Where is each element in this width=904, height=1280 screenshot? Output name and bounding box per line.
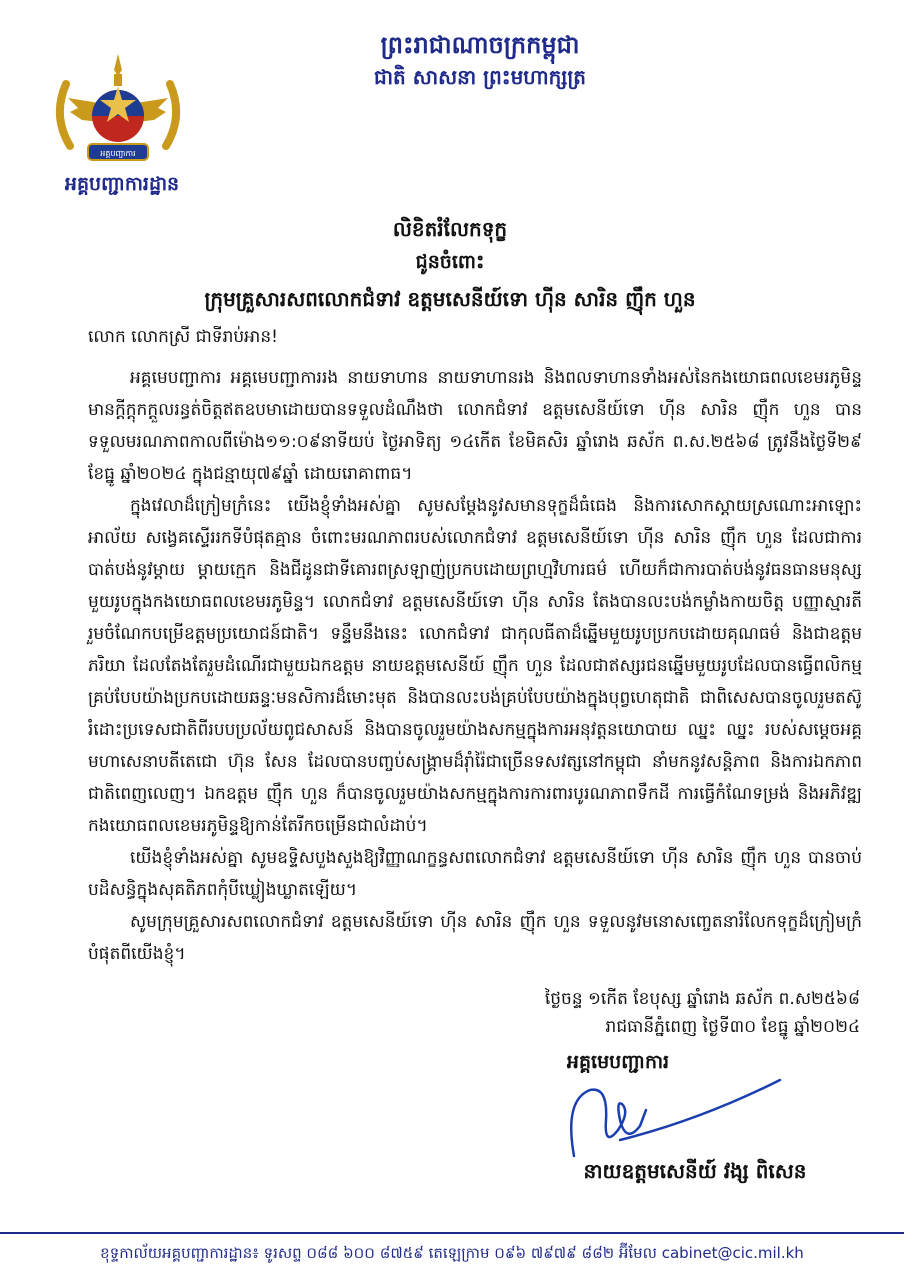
addressed-to-label: ជូនចំពោះ bbox=[415, 251, 485, 273]
letter-body bbox=[88, 362, 862, 970]
place-and-date: រាជធានីភ្នំពេញ ថ្ងៃទី៣០ ខែធ្នូ ឆ្នាំ២០២៤ bbox=[605, 1017, 860, 1037]
recipient-line: ក្រុមគ្រួសារសពលោកជំទាវ ឧត្តមសេនីយ៍ទោ ហ៊ីន សារិន ញ៉ឹក ហួន bbox=[204, 287, 696, 311]
national-motto: ជាតិ សាសនា ព្រះមហាក្សត្រ bbox=[374, 65, 586, 89]
body-paragraph: យើងខ្ញុំទាំងអស់គ្នា សូមឧទ្ទិសបួងសួងឱ្យវិញ្ញាណក្ខន្ធសពលោកជំទាវ ឧត្តមសេនីយ៍ទោ ហ៊ីន សារិន ញ៉ឹក ហួន បានចាប់បដិសន្ធិក្នុងសុគតិភពកុំបីឃ្លៀងឃ្លាតឡើយ។ bbox=[88, 848, 862, 900]
body-paragraph: សូមក្រុមគ្រួសារសពលោកជំទាវ ឧត្តមសេនីយ៍ទោ ហ៊ីន សារិន ញ៉ឹក ហួន ទទួលនូវមនោសញ្ចេតនារំលែកទុក្ខដ៏ក្រៀមក្រំបំផុតពីយើងខ្ញុំ។ bbox=[88, 912, 862, 964]
lunar-date: ថ្ងៃចន្ទ ១កើត ខែបុស្ស ឆ្នាំរោង ឆស័ក ព.ស២៥៦៨ bbox=[544, 989, 860, 1009]
body-paragraph: ក្នុងវេលាដ៏ក្រៀមក្រំនេះ យើងខ្ញុំទាំងអស់គ្នា សូមសម្តែងនូវសមានទុក្ខដ៏ធំធេង និងការសោកស្តាយស្រណោះអាឡោះអាល័យ សង្វេគស្ទើររកទីបំផុតគ្មាន ចំពោះមរណភាពរបស់លោកជំទាវ ឧត្តមសេនីយ៍ទោ ហ៊ីន សារិន ញ៉ឹក ហួន ដែលជាការបាត់បង់នូវម្តាយ ម្តាយក្មេក និងជីដូនជាទីគោរពស្រឡាញ់ប្រកបដោយព្រហ្មវិហារធម៌ ហើយក៏ជាការបាត់បង់នូវធនធានមនុស្សមួយរូបក្នុងកងយោធពលខេមរភូមិន្ទ។ លោកជំទាវ ឧត្តមសេនីយ៍ទោ ហ៊ីន សារិន តែងបានលះបង់កម្លាំងកាយចិត្ត បញ្ញាស្មារតី រួមចំណែកបម្រើឧត្តមប្រយោជន៍ជាតិ។ ទន្ទឹមនឹងនេះ លោកជំទាវ ជាកុលធីតាដ៏ឆ្នើមមួយរូបប្រកបដោយគុណធម៌ និងជាឧត្តមភរិយា ដែលតែងតែរួមដំណើរជាមួយឯកឧត្តម នាយឧត្តមសេនីយ៍ ញ៉ឹក ហួន ដែលជាឥស្សរជនឆ្នើមមួយរូបដែលបានធ្វើពលិកម្មគ្រប់បែបយ៉ាងប្រកបដោយឆន្ទៈមនសិការដ៏មោះមុត និងបានលះបង់គ្រប់បែបយ៉ាងក្នុងបុព្វហេតុជាតិ ជាពិសេសបានចូលរួមតស៊ូរំដោះប្រទេសជាតិពីរបបប្រល័យពូជសាសន៍ និងបានចូលរួមយ៉ាងសកម្មក្នុងការអនុវត្តនយោបាយ ឈ្នះ ឈ្នះ របស់សម្តេចអគ្គមហាសេនាបតីតេជោ ហ៊ុន សែន ដែលបានបញ្ចប់សង្គ្រាមដ៏រ៉ាំរ៉ៃជាច្រើនទសវត្សនៅកម្ពុជា នាំមកនូវសន្តិភាព និងការឯកភាពជាតិពេញលេញ។ ឯកឧត្តម ញ៉ឹក ហួន ក៏បានចូលរួមយ៉ាងសកម្មក្នុងការការពារបូរណភាពទឹកដី ការធ្វើកំណែទម្រង់ និងអភិវឌ្ឍកងយោធពលខេមរភូមិន្ទឱ្យកាន់តែរីកចម្រើនជាលំដាប់។ bbox=[88, 496, 862, 836]
signatory-title: អគ្គមេបញ្ជាការ bbox=[566, 1051, 670, 1073]
handwritten-signature bbox=[560, 1060, 790, 1170]
footer-divider bbox=[0, 1232, 904, 1234]
letter-title: លិខិតរំលែកទុក្ខ bbox=[392, 217, 508, 241]
kingdom-heading: ព្រះរាជាណាចក្រកម្ពុជា bbox=[380, 31, 580, 59]
organization-name: អគ្គបញ្ជាការដ្ឋាន bbox=[64, 173, 180, 195]
salutation: លោក លោកស្រី ជាទីរាប់អាន! bbox=[88, 327, 278, 347]
body-paragraph: អគ្គមេបញ្ជាការ អគ្គមេបញ្ជាការរង នាយទាហាន នាយទាហានរង និងពលទាហានទាំងអស់នៃកងយោធពលខេមរភូមិន្ទ មានក្តីក្តុកក្តួលរន្ធត់ចិត្តឥតឧបមាដោយបានទទួលដំណឹងថា លោកជំទាវ ឧត្តមសេនីយ៍ទោ ហ៊ីន សារិន ញ៉ឹក ហួន បានទទួលមរណភាពកាលពីម៉ោង១១:០៩នាទីយប់ ថ្ងៃអាទិត្យ ១៤កើត ខែមិគសិរ ឆ្នាំរោង ឆស័ក ព.ស.២៥៦៨ ត្រូវនឹងថ្ងៃទី២៩ ខែធ្នូ ឆ្នាំ២០២៤ ក្នុងជន្មាយុ៧៩ឆ្នាំ ដោយរោគាពាធ។ bbox=[88, 368, 862, 484]
ministry-emblem-logo bbox=[48, 46, 188, 176]
footer-contact: ខុទ្ទកាល័យអគ្គបញ្ជាការដ្ឋាន៖ ទូរសព្ទ ០៨៨ ៦០០ ៨៧៥៩ តេឡេក្រាម ០៩៦ ៧៩៧៩ ៨៨២ អ៊ីមែល cabinet@cic.mil.kh bbox=[100, 1244, 804, 1262]
signatory-name: នាយឧត្តមសេនីយ៍ វង្ស ពិសេន bbox=[583, 1159, 807, 1183]
logo-banner-text: អគ្គបញ្ជាការ bbox=[100, 149, 136, 158]
